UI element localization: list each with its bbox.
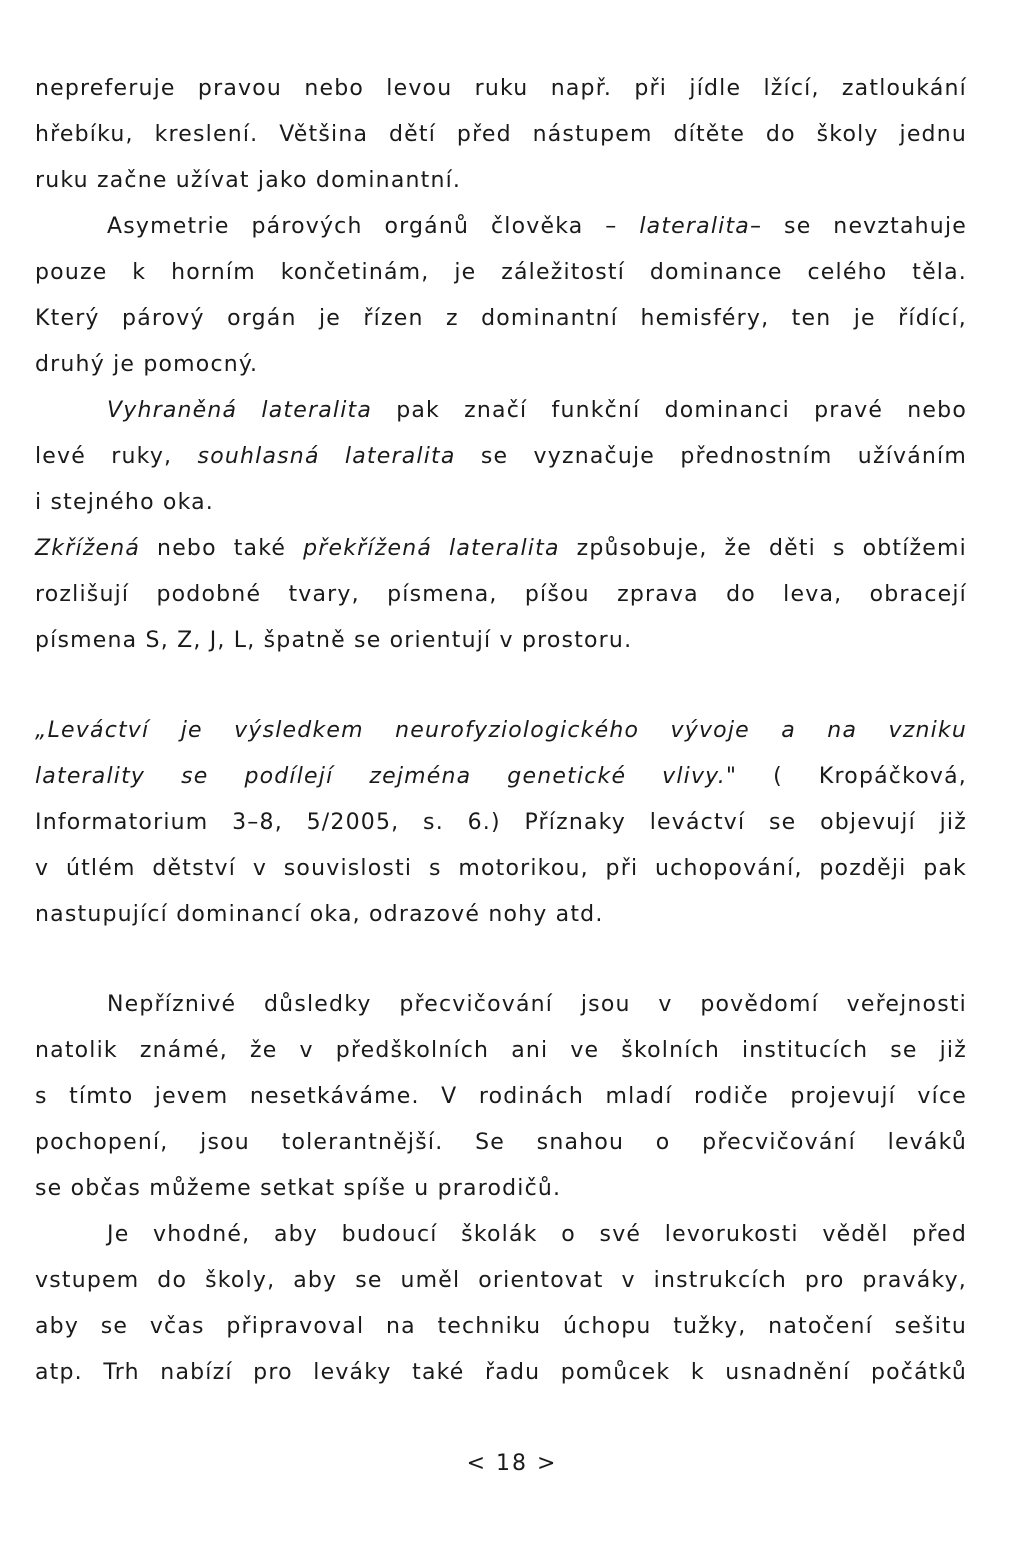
paragraph-gap [35,664,967,708]
text-run: nebo také [157,536,287,561]
text-run: Asymetrie párových orgánů člověka – [107,214,618,239]
text-line: Informatorium 3–8, 5/2005, s. 6.) Příznaky leváctví se objevují již [35,810,967,835]
text-line: druhý je pomocný. [35,352,259,377]
italic-term: Vyhraněná lateralita [107,398,373,423]
text-line [35,204,967,250]
citation-text: ( Kropáčková, [773,764,968,789]
text-line: atp. Trh nabízí pro leváky také řadu pomůcek k usnadnění počátků [35,1360,967,1385]
text-run: se vyznačuje přednostním užíváním [480,444,967,469]
text-line: v útlém dětství v souvislosti s motorikou, při uchopování, později pak [35,856,967,881]
text-line: hřebíku, kreslení. Většina dětí před nástupem dítěte do školy jednu [35,122,967,147]
italic-term: Zkřížená [35,536,141,561]
text-line: pochopení, jsou tolerantnější. Se snahou o přecvičování leváků [35,1130,967,1155]
text-line: Je vhodné, aby budoucí školák o své levorukosti věděl před [107,1222,967,1247]
text-line [35,388,967,434]
text-line: ruku začne užívat jako dominantní. [35,168,462,193]
text-run: pak značí funkční dominanci pravé nebo [396,398,967,423]
text-line: Který párový orgán je řízen z dominantní hemisféry, ten je řídící, [35,306,967,331]
text-run: způsobuje, že děti s obtížemi [576,536,967,561]
page-number: < 18 > [466,1451,558,1476]
text-line: vstupem do školy, aby se uměl orientovat v instrukcích pro praváky, [35,1268,967,1293]
text-line: s tímto jevem nesetkáváme. V rodinách mladí rodiče projevují více [35,1084,967,1109]
quote-text: laterality se podílejí zejména genetické vlivy." [35,764,738,789]
text-line: pouze k horním končetinám, je záležitostí dominance celého těla. [35,260,967,285]
text-line: se občas můžeme setkat spíše u prarodičů. [35,1176,562,1201]
quote-line: „Leváctví je výsledkem neurofyziologického vývoje a na vzniku [35,718,967,743]
text-line [35,434,967,480]
text-line [35,526,967,572]
text-run: levé ruky, [35,444,173,469]
text-line: rozlišují podobné tvary, písmena, píšou zprava do leva, obracejí [35,582,967,607]
paragraph-gap [35,938,967,982]
text-line: Nepříznivé důsledky přecvičování jsou v povědomí veřejnosti [107,992,967,1017]
text-line: nepreferuje pravou nebo levou ruku např. při jídle lžící, zatloukání [35,76,967,101]
italic-term: souhlasná lateralita [197,444,456,469]
text-line: natolik známé, že v předškolních ani ve školních institucích se již [35,1038,967,1063]
text-line: i stejného oka. [35,490,215,515]
italic-term: lateralita– [639,214,763,239]
text-line: písmena S, Z, J, L, špatně se orientují v prostoru. [35,628,633,653]
document-body [35,66,967,1396]
italic-term: překřížená lateralita [303,536,560,561]
text-line [35,754,967,800]
text-run: se nevztahuje [784,214,967,239]
text-line: nastupující dominancí oka, odrazové nohy atd. [35,902,604,927]
text-line: aby se včas připravoval na techniku úchopu tužky, natočení sešitu [35,1314,967,1339]
